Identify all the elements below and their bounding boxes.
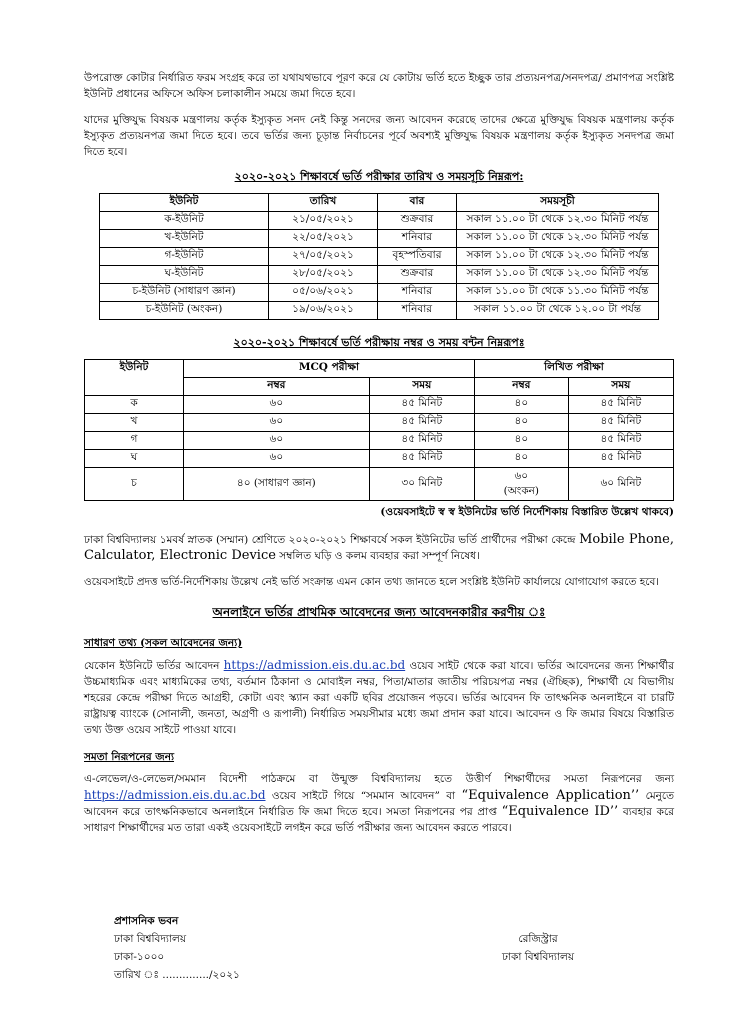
cell: ৪০ bbox=[474, 396, 568, 414]
cell: চ bbox=[85, 468, 184, 501]
cell: ২১/০৫/২০২১ bbox=[269, 212, 378, 230]
cell: সকাল ১১.০০ টা থেকে ১২.৩০ মিনিট পর্যন্ত bbox=[457, 230, 659, 248]
cell: ৪০ bbox=[474, 450, 568, 468]
general-info-lead: যেকোন ইউনিটে ভর্তির আবেদন bbox=[84, 660, 220, 672]
written-marks-note: (অংকন) bbox=[503, 485, 540, 497]
cell: ৪৫ মিনিট bbox=[369, 414, 474, 432]
equivalence-paragraph bbox=[84, 771, 674, 836]
cell: ৪০ bbox=[474, 414, 568, 432]
quota-paragraph: উপরোক্ত কোটার নির্ধারিত ফরম সংগ্রহ করে তা যথাযথভাবে পূরণ করে যে কোটায় ভর্তি হতে ইচ্ছুক তার প্রত্যয়নপত্র/সনদপত্র/ প্রমাণপত্র সংশ্লিষ্ট ইউনিট প্রধানের অফিসে অফিস চলাকালীন সময়ে জমা দিতে হবে। bbox=[84, 72, 674, 100]
header-unit: ইউনিট bbox=[100, 194, 269, 212]
cell: ৪৫ মিনিট bbox=[369, 450, 474, 468]
table-row bbox=[85, 396, 674, 414]
marks-table bbox=[84, 359, 674, 501]
table-row bbox=[100, 266, 659, 284]
cell: শনিবার bbox=[378, 302, 457, 320]
cell: ৪৫ মিনিট bbox=[568, 450, 673, 468]
equivalence-id-label: “Equivalence ID’’ bbox=[501, 804, 619, 819]
header-mcq: MCQ পরীক্ষা bbox=[184, 360, 475, 378]
cell: শনিবার bbox=[378, 230, 457, 248]
footer-registrar: রেজিস্ট্রার bbox=[518, 933, 558, 945]
cell: ৪৫ মিনিট bbox=[369, 432, 474, 450]
cell: ৪৫ মিনিট bbox=[369, 396, 474, 414]
footer-city: ঢাকা-১০০০ bbox=[114, 951, 165, 963]
freedom-fighter-paragraph: যাদের মুক্তিযুদ্ধ বিষয়ক মন্ত্রণালয় কর্তৃক ইস্যুকৃত সনদ নেই কিন্তু সনদের জন্য আবেদন করেছে তাদের ক্ষেত্রে মুক্তিযুদ্ধ বিষয়ক মন্ত্রণালয় কর্তৃক ইস্যুকৃত প্রত্যয়নপত্র জমা দিতে হবে। তবে ভর্তির জন্য চূড়ান্ত নির্বাচনের পূর্বে অবশ্যই মুক্তিযুদ্ধ বিষয়ক মন্ত্রণালয় কর্তৃক ইস্যুকৃত সনদপত্র জমা দিতে হবে। bbox=[84, 114, 674, 158]
table-row bbox=[100, 302, 659, 320]
cell: ক bbox=[85, 396, 184, 414]
equivalence-lead: এ-লেভেল/ও-লেভেল/সমমান বিদেশী পাঠক্রমে বা উন্মুক্ত বিশ্ববিদ্যালয় হতে উত্তীর্ণ শিক্ষার্থীদের সমতা নিরূপনের জন্য bbox=[84, 773, 674, 785]
cell: শনিবার bbox=[378, 284, 457, 302]
header-written: লিখিত পরীক্ষা bbox=[474, 360, 673, 378]
equivalence-admission-link[interactable]: https://admission.eis.du.ac.bd bbox=[84, 788, 266, 802]
cell: শুক্রবার bbox=[378, 266, 457, 284]
cell: ৪৫ মিনিট bbox=[568, 414, 673, 432]
general-info-heading: সাধারণ তথ্য (সকল আবেদনের জন্য) bbox=[84, 637, 243, 649]
header-unit: ইউনিট bbox=[85, 360, 184, 396]
cell: ৪০ bbox=[474, 432, 568, 450]
cell: ১৯/০৬/২০২১ bbox=[269, 302, 378, 320]
device-ban-tail: সম্বলিত ঘড়ি ও কলম ব্যবহার করা সম্পূর্ণ নিষেধ। bbox=[279, 550, 480, 562]
document-page bbox=[84, 70, 674, 836]
table-header-row bbox=[100, 194, 659, 212]
equivalence-application-label: “Equivalence Application’’ bbox=[461, 788, 640, 803]
device-ban-paragraph bbox=[84, 532, 674, 564]
table-row bbox=[85, 468, 674, 501]
cell: সকাল ১১.০০ টা থেকে ১২.০০ টা পর্যন্ত bbox=[457, 302, 659, 320]
cell: ক-ইউনিট bbox=[100, 212, 269, 230]
cell: সকাল ১১.০০ টা থেকে ১২.৩০ মিনিট পর্যন্ত bbox=[457, 212, 659, 230]
header-day: বার bbox=[378, 194, 457, 212]
footer-right bbox=[478, 930, 598, 966]
footer-university: ঢাকা বিশ্ববিদ্যালয় bbox=[114, 933, 187, 945]
cell: ৪০ (সাধারণ জ্ঞান) bbox=[184, 468, 370, 501]
cell: ৬০ মিনিট bbox=[568, 468, 673, 501]
cell: ২৮/০৫/২০২১ bbox=[269, 266, 378, 284]
equivalence-tail: ব্যবহার করে সাধারণ শিক্ষার্থীদের মত তারা একই ওয়েবসাইটে লগইন করে ভর্তি পরীক্ষার জন্য আবেদন করতে পারবে। bbox=[84, 806, 675, 834]
header-written-time: সময় bbox=[568, 378, 673, 396]
cell: ৪৫ মিনিট bbox=[568, 432, 673, 450]
cell: ঘ-ইউনিট bbox=[100, 266, 269, 284]
table-row bbox=[85, 432, 674, 450]
footer-registrar-university: ঢাকা বিশ্ববিদ্যালয় bbox=[501, 951, 575, 963]
cell: ০৫/০৬/২০২১ bbox=[269, 284, 378, 302]
header-mcq-time: সময় bbox=[369, 378, 474, 396]
cell: সকাল ১১.০০ টা থেকে ১২.৩০ মিনিট পর্যন্ত bbox=[457, 266, 659, 284]
header-time: সময়সূচী bbox=[457, 194, 659, 212]
contact-paragraph: ওয়েবসাইটে প্রদত্ত ভর্তি-নির্দেশিকায় উল্লেখ নেই ভর্তি সংক্রান্ত এমন কোন তথ্য জানতে হলে সংশ্লিষ্ট ইউনিট কার্যালয়ে যোগাযোগ করতে হবে। bbox=[84, 576, 660, 588]
cell: ৪৫ মিনিট bbox=[568, 396, 673, 414]
cell bbox=[474, 468, 568, 501]
schedule-title: ২০২০-২০২১ শিক্ষাবর্ষে ভর্তি পরীক্ষার তারিখ ও সময়সূচি নিম্নরূপ: bbox=[234, 170, 524, 183]
cell: ৬০ bbox=[184, 414, 370, 432]
cell: সকাল ১১.০০ টা থেকে ১১.৩০ মিনিট পর্যন্ত bbox=[457, 284, 659, 302]
footer-left bbox=[114, 912, 240, 984]
written-marks-value: ৬০ bbox=[514, 470, 529, 482]
cell: ২২/০৫/২০২১ bbox=[269, 230, 378, 248]
general-info-body: ওয়েব সাইট থেকে করা যাবে। ভর্তির আবেদনের জন্য শিক্ষার্থীর উচ্চমাধ্যমিক এবং মাধ্যমিকের তথ্য, বর্তমান ঠিকানা ও মোবাইল নম্বর, পিতা/মাতার জাতীয় পরিচয়পত্র নম্বর (ঐচ্ছিক), শিক্ষার্থী যে বিভাগীয় শহরের কেন্দ্রে পরীক্ষা দিতে আগ্রহী, কোটা এবং স্ক্যান করা একটি ছবির প্রয়োজন পড়বে। ভর্তির আবেদন ফি তাৎক্ষনিক অনলাইনে বা চারটি রাষ্ট্রায়ত্ব ব্যাংকে (সোনালী, জনতা, অগ্রণী ও রূপালী) নির্ধারিত সময়সীমার মধ্যে জমা প্রদান করা যাবে। আবেদন ও ফি জমার বিষয়ে বিস্তারিত তথ্য উক্ত ওয়েব সাইটে পাওয়া যাবে। bbox=[84, 660, 674, 736]
device-ban-devices: Mobile Phone, Calculator, Electronic Device bbox=[84, 532, 674, 563]
table-row bbox=[85, 414, 674, 432]
cell: চ-ইউনিট (অংকন) bbox=[100, 302, 269, 320]
marks-note: (ওয়েবসাইটে স্ব স্ব ইউনিটের ভর্তি নির্দেশিকায় বিস্তারিত উল্লেখ থাকবে) bbox=[380, 506, 674, 518]
cell: সকাল ১১.০০ টা থেকে ১২.৩০ মিনিট পর্যন্ত bbox=[457, 248, 659, 266]
cell: গ-ইউনিট bbox=[100, 248, 269, 266]
cell: ঘ bbox=[85, 450, 184, 468]
header-date: তারিখ bbox=[269, 194, 378, 212]
footer-date: তারিখ ঃ ............../২০২১ bbox=[114, 969, 240, 981]
header-mcq-marks: নম্বর bbox=[184, 378, 370, 396]
table-row bbox=[100, 212, 659, 230]
header-written-marks: নম্বর bbox=[474, 378, 568, 396]
marks-title: ২০২০-২০২১ শিক্ষাবর্ষে ভর্তি পরীক্ষায় নম্বর ও সময় বন্টন নিম্নরূপঃ bbox=[233, 336, 525, 349]
general-info-paragraph bbox=[84, 657, 674, 738]
table-header-row bbox=[85, 360, 674, 378]
cell: চ-ইউনিট (সাধারণ জ্ঞান) bbox=[100, 284, 269, 302]
schedule-table bbox=[99, 193, 659, 320]
equivalence-mid2: মেনুতে আবেদন করে তাৎক্ষনিকভাবে অনলাইনে নির্ধারিত ফি জমা দিতে হবে। সমতা নিরূপনের পর প্রাপ্ত bbox=[84, 790, 675, 818]
footer-office: প্রশাসনিক ভবন bbox=[114, 915, 179, 927]
online-application-title: অনলাইনে ভর্তির প্রাথমিক আবেদনের জন্য আবেদনকারীর করণীয় ঃ bbox=[212, 605, 546, 619]
cell: ৬০ bbox=[184, 396, 370, 414]
cell: খ-ইউনিট bbox=[100, 230, 269, 248]
cell: ৬০ bbox=[184, 432, 370, 450]
table-row bbox=[100, 230, 659, 248]
device-ban-text: ঢাকা বিশ্ববিদ্যালয় ১মবর্ষ স্নাতক (সম্মান) শ্রেণিতে ২০২০-২০২১ শিক্ষাবর্ষে সকল ইউনিটের ভর্তি প্রার্থীদের পরীক্ষা কেন্দ্রে bbox=[84, 534, 576, 546]
table-row bbox=[100, 284, 659, 302]
table-row bbox=[100, 248, 659, 266]
cell: ৬০ bbox=[184, 450, 370, 468]
equivalence-mid1: ওয়েব সাইটে গিয়ে “সমমান আবেদন” বা bbox=[271, 790, 456, 802]
cell: গ bbox=[85, 432, 184, 450]
table-row bbox=[85, 450, 674, 468]
equivalence-heading: সমতা নিরূপনের জন্য bbox=[84, 751, 175, 763]
cell: খ bbox=[85, 414, 184, 432]
admission-link[interactable]: https://admission.eis.du.ac.bd bbox=[223, 658, 406, 672]
cell: ৩০ মিনিট bbox=[369, 468, 474, 501]
cell: বৃহস্পতিবার bbox=[378, 248, 457, 266]
cell: ২৭/০৫/২০২১ bbox=[269, 248, 378, 266]
cell: শুক্রবার bbox=[378, 212, 457, 230]
